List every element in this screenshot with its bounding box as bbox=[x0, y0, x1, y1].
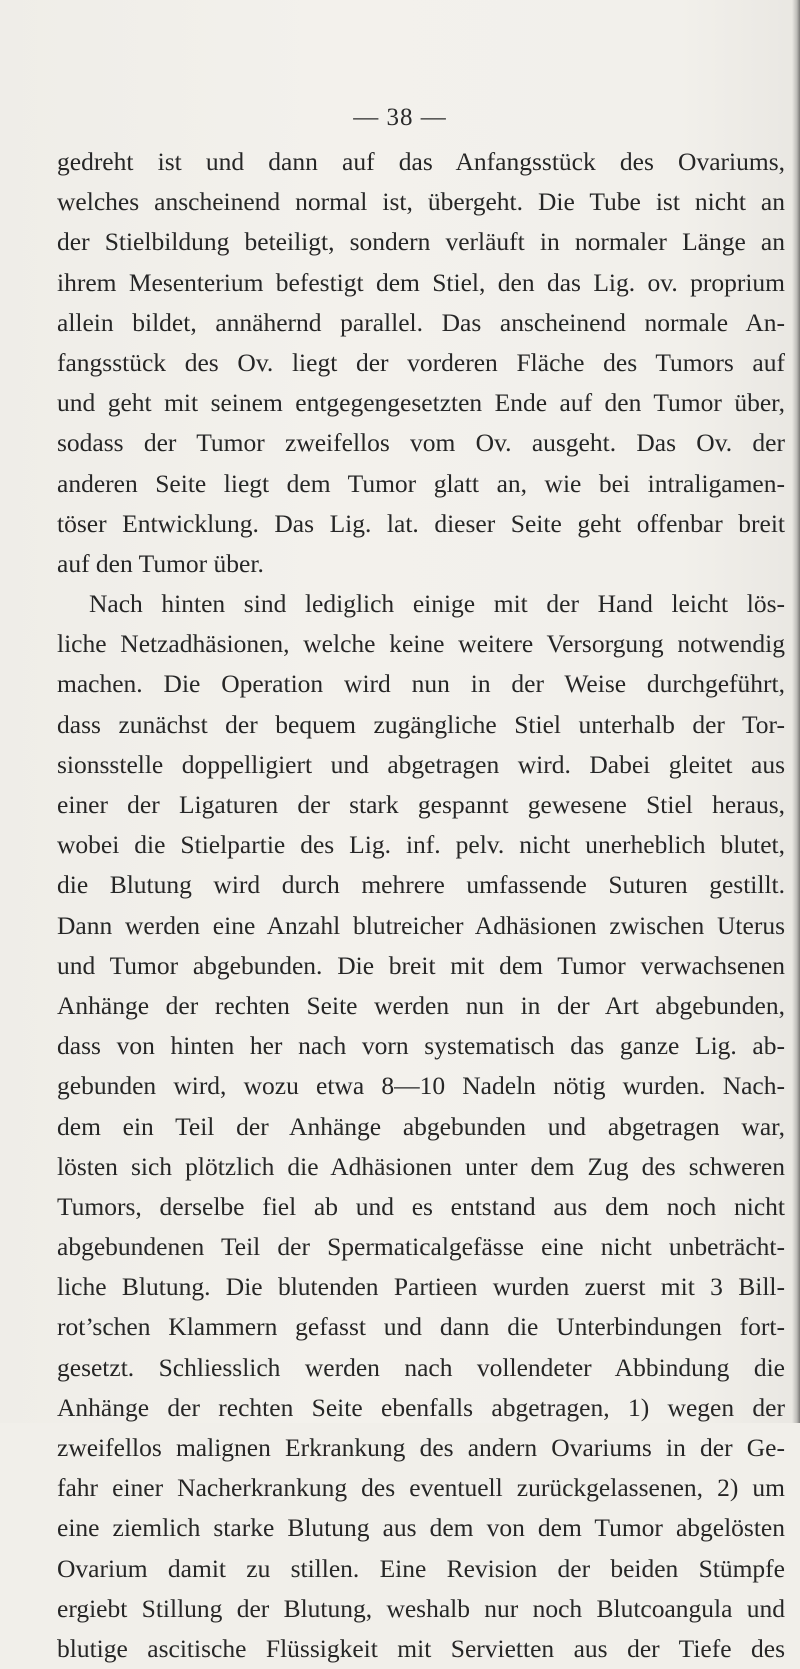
page-edge-shadow bbox=[792, 0, 800, 1423]
text-line: der Stielbildung beteiligt, sondern verläuft in normaler Länge an bbox=[57, 227, 785, 257]
text-line: Ovarium damit zu stillen. Eine Revision der beiden Stümpfe bbox=[57, 1553, 785, 1583]
text-line: gedreht ist und dann auf das Anfangsstück des Ovariums, bbox=[57, 147, 785, 176]
text-line: lösten sich plötzlich die Adhäsionen unter dem Zug des schweren bbox=[57, 1151, 785, 1181]
paragraph-start-line: Nach hinten sind lediglich einige mit der Hand leicht lös- bbox=[89, 589, 785, 619]
text-line: dass zunächst der bequem zugängliche Stiel unterhalb der Tor- bbox=[57, 709, 785, 739]
text-line: machen. Die Operation wird nun in der Weise durchgeführt, bbox=[57, 669, 785, 699]
text-line: gesetzt. Schliesslich werden nach vollendeter Abbindung die bbox=[57, 1352, 785, 1382]
text-line: eine ziemlich starke Blutung aus dem von dem Tumor abgelösten bbox=[57, 1513, 785, 1543]
page-number: — 38 — bbox=[353, 104, 447, 131]
text-line: liche Netzadhäsionen, welche keine weitere Versorgung notwendig bbox=[57, 629, 785, 659]
text-line: die Blutung wird durch mehrere umfassende Suturen gestillt. bbox=[57, 870, 785, 900]
text-line: und geht mit seinem entgegengesetzten Ende auf den Tumor über, bbox=[57, 388, 785, 418]
text-line: anderen Seite liegt dem Tumor glatt an, wie bei intraligamen- bbox=[57, 468, 785, 498]
text-line: gebunden wird, wozu etwa 8—10 Nadeln nötig wurden. Nach- bbox=[57, 1071, 785, 1101]
text-line: blutige ascitische Flüssigkeit mit Servietten aus der Tiefe des bbox=[57, 1633, 785, 1663]
text-line: Anhänge der rechten Seite werden nun in der Art abgebunden, bbox=[57, 990, 785, 1020]
text-line: sodass der Tumor zweifellos vom Ov. ausgeht. Das Ov. der bbox=[57, 428, 785, 458]
text-line: Anhänge der rechten Seite ebenfalls abgetragen, 1) wegen der bbox=[57, 1392, 785, 1422]
text-line: töser Entwicklung. Das Lig. lat. dieser Seite geht offenbar breit bbox=[57, 508, 785, 538]
text-line: ihrem Mesenterium befestigt dem Stiel, den das Lig. ov. proprium bbox=[57, 267, 785, 297]
text-line: zweifellos malignen Erkrankung des andern Ovariums in der Ge- bbox=[57, 1433, 785, 1462]
text-line: welches anscheinend normal ist, übergeht. Die Tube ist nicht an bbox=[57, 187, 785, 217]
text-line: Dann werden eine Anzahl blutreicher Adhäsionen zwischen Uterus bbox=[57, 910, 785, 940]
text-line: und Tumor abgebunden. Die breit mit dem Tumor verwachsenen bbox=[57, 950, 785, 980]
text-line: abgebundenen Teil der Spermaticalgefässe eine nicht unbeträcht- bbox=[57, 1232, 785, 1262]
text-line: einer der Ligaturen der stark gespannt gewesene Stiel heraus, bbox=[57, 790, 785, 819]
text-line: fangsstück des Ov. liegt der vorderen Fläche des Tumors auf bbox=[57, 347, 785, 377]
text-line: dass von hinten her nach vorn systematisch das ganze Lig. ab- bbox=[57, 1031, 785, 1061]
text-line: rot’schen Klammern gefasst und dann die Unterbindungen fort- bbox=[57, 1312, 785, 1342]
text-line: fahr einer Nacherkrankung des eventuell zurückgelassenen, 2) um bbox=[57, 1473, 785, 1503]
text-line: liche Blutung. Die blutenden Partieen wurden zuerst mit 3 Bill- bbox=[57, 1272, 785, 1302]
text-line: dem ein Teil der Anhänge abgebunden und abgetragen war, bbox=[57, 1111, 785, 1141]
text-line: wobei die Stielpartie des Lig. inf. pelv. nicht unerheblich blutet, bbox=[57, 830, 785, 860]
body-text bbox=[57, 142, 785, 1669]
text-line: allein bildet, annähernd parallel. Das anscheinend normale An- bbox=[57, 307, 785, 337]
text-line: ergiebt Stillung der Blutung, weshalb nur noch Blutcoangula und bbox=[57, 1593, 785, 1623]
paragraph-end-line: auf den Tumor über. bbox=[57, 548, 264, 578]
text-line: sionsstelle doppelligiert und abgetragen wird. Dabei gleitet aus bbox=[57, 749, 785, 779]
text-line: Tumors, derselbe fiel ab und es entstand aus dem noch nicht bbox=[57, 1191, 785, 1221]
